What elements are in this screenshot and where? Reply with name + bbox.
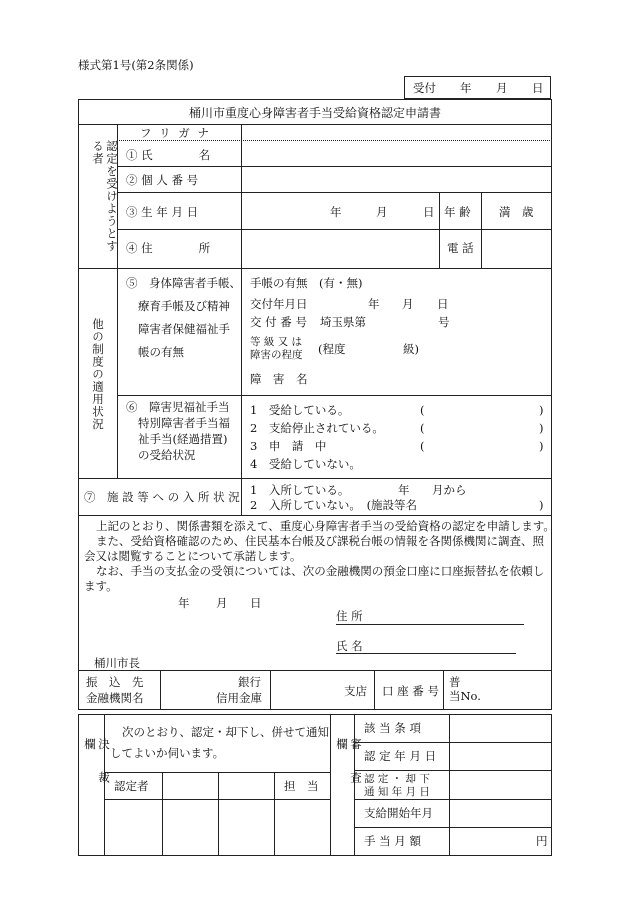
decision-text-1: 次のとおり、認定・却下し、併せて通知 — [122, 725, 329, 739]
applicant-name-label: 氏 名 — [336, 639, 363, 653]
statement-line-3: 会又は閲覧することについて承諾します。 — [84, 549, 302, 563]
disability-name-label: 障 害 名 — [250, 372, 308, 386]
receipt-month: 月 — [496, 81, 508, 95]
item6-line4: の受給状況 — [138, 448, 196, 462]
paren-close-2: ) — [539, 421, 544, 435]
status-item-4: 4 受給していない。 — [250, 457, 361, 471]
item5-line2: 療育手帳及び精神 — [138, 299, 230, 313]
statement-line-4: なお、手当の支払金の受領については、次の金融機関の預金口座に口座振替払を依頼し — [96, 564, 545, 578]
paren-close-1: ) — [539, 403, 544, 417]
applicant-address-line — [336, 624, 524, 625]
paren-open-2: ( — [420, 421, 425, 435]
review-row-applicable-clause: 該 当 条 項 — [364, 721, 421, 735]
facility-opt1-year: 年 — [398, 483, 410, 497]
bank-label-1: 振 込 先 — [86, 675, 144, 689]
applicant-address-label: 住 所 — [336, 609, 363, 623]
mayor-label: 桶川市長 — [94, 656, 140, 670]
statement-line-1: 上記のとおり、関係書類を添えて、重度心身障害者手当の受給資格の認定を申請します。 — [96, 519, 555, 533]
receipt-label: 受付 — [413, 81, 436, 95]
application-date-year: 年 — [178, 596, 190, 610]
yen-unit: 円 — [536, 834, 548, 848]
review-label: 審査欄 — [335, 738, 363, 805]
facility-label: ⑦ 施 設 等 へ の 入 所 状 況 — [84, 490, 240, 504]
paren-close-3: ) — [539, 439, 544, 453]
prefecture: 埼玉県第 — [320, 315, 366, 329]
facility-opt1: 1 入所している。 — [250, 483, 350, 497]
birth-month: 月 — [376, 205, 388, 219]
receipt-day: 日 — [532, 81, 544, 95]
notebook-presence: 手帳の有無 (有・無) — [250, 276, 363, 290]
review-row-notification-1: 認 定 ・ 却 下 — [364, 773, 430, 785]
application-date-day: 日 — [250, 596, 262, 610]
item6-line3: 祉手当(経過措置) — [138, 432, 228, 446]
staff-label: 担 当 — [284, 779, 319, 793]
facility-opt2-close: ) — [539, 498, 544, 512]
age-label: 年 齢 — [444, 205, 471, 219]
decision-label: 決裁欄 — [83, 738, 111, 805]
review-row-notification-2: 通 知 年 月 日 — [364, 786, 430, 798]
birth-year: 年 — [330, 205, 342, 219]
account-type-2: 当No. — [449, 689, 481, 703]
receipt-year: 年 — [460, 81, 472, 95]
bank-type-credit: 信用金庫 — [216, 691, 262, 705]
other-systems-section-label: 他の制度の適用状況 — [91, 318, 105, 431]
form-number: 様式第1号(第2条関係) — [78, 58, 194, 72]
issue-day: 日 — [437, 297, 449, 311]
status-item-2: 2 支給停止されている。 — [250, 421, 384, 435]
status-item-1: 1 受給している。 — [250, 403, 350, 417]
review-row-payment-start: 支給開始年月 — [364, 806, 433, 820]
review-row-approval-date: 認 定 年 月 日 — [364, 749, 437, 763]
name-label: ① 氏 名 — [126, 148, 211, 162]
birthdate-label: ③ 生 年 月 日 — [126, 205, 199, 219]
account-type-1: 普 — [449, 675, 461, 689]
status-item-3: 3 申 請 中 — [250, 439, 327, 453]
facility-opt2: 2 入所していない。 (施設等名 — [250, 498, 418, 512]
paren-open-1: ( — [420, 403, 425, 417]
application-date-month: 月 — [216, 596, 228, 610]
decision-text-2: してよいか伺います。 — [110, 746, 225, 760]
statement-line-5: ます。 — [84, 579, 118, 593]
grade-value: (程度 級) — [318, 342, 419, 356]
issue-date-label: 交付年月日 — [250, 297, 308, 311]
address-label: ④ 住 所 — [126, 241, 211, 255]
bank-type-bank: 銀行 — [238, 675, 261, 689]
grade-label-2: 障害の程度 — [250, 349, 303, 361]
item6-line2: 特別障害者手当福 — [138, 416, 230, 430]
phone-label: 電 話 — [447, 241, 474, 255]
item5-line3: 障害者保健福祉手 — [138, 322, 230, 336]
age-unit: 満 歳 — [499, 205, 534, 219]
issue-month: 月 — [402, 297, 414, 311]
branch-label: 支店 — [344, 684, 367, 698]
birth-day: 日 — [423, 205, 435, 219]
applicant-name-line — [336, 653, 516, 654]
paren-open-3: ( — [420, 439, 425, 453]
form-title: 桶川市重度心身障害者手当受給資格認定申請書 — [188, 106, 441, 120]
furigana-label: フ リ ガ ナ — [140, 126, 211, 140]
grade-label-1: 等 級 又 は — [250, 336, 303, 348]
statement-line-2: また、受給資格確認のため、住民基本台帳及び課税台帳の情報を各関係機関に調査、照 — [96, 534, 545, 548]
item6-line1: ⑥ 障害児福祉手当 — [126, 400, 230, 414]
item5-line1: ⑤ 身体障害者手帳、 — [126, 276, 241, 290]
issue-number-label: 交 付 番 号 — [250, 315, 307, 329]
approver-label: 認定者 — [114, 779, 149, 793]
individual-number-label: ② 個 人 番 号 — [126, 173, 199, 187]
review-row-monthly-amount: 手 当 月 額 — [364, 834, 421, 848]
bank-label-2: 金融機関名 — [86, 691, 144, 705]
applicant-section-label: 認定を受けようとする者 — [91, 140, 119, 253]
facility-opt1-month: 月から — [432, 483, 467, 497]
issue-year: 年 — [368, 297, 380, 311]
number-suffix: 号 — [438, 315, 450, 329]
item5-line4: 帳の有無 — [138, 345, 184, 359]
account-number-label: 口 座 番 号 — [382, 684, 439, 698]
